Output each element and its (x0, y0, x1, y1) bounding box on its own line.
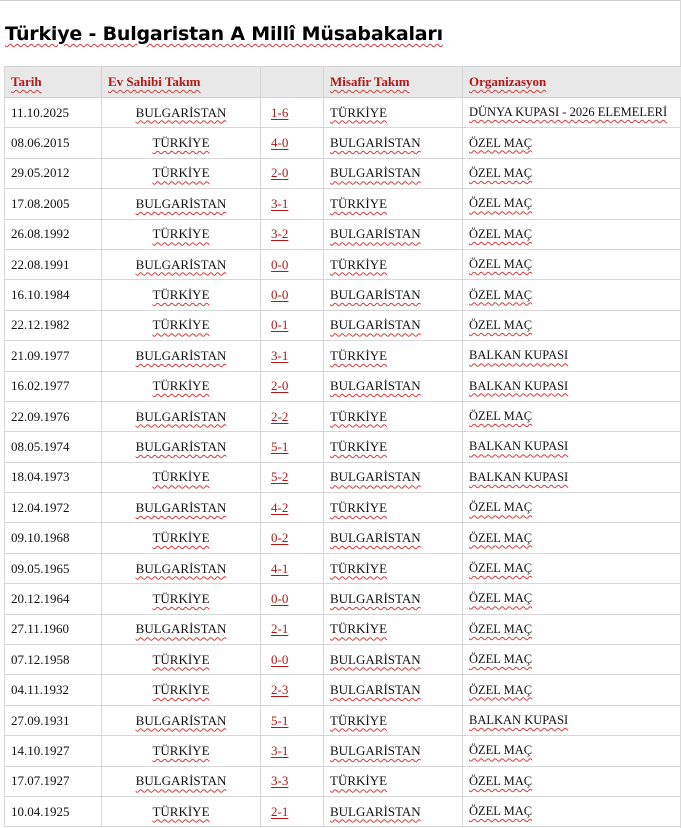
window-top-edge (0, 0, 681, 5)
cell-score-text[interactable]: 0-0 (271, 256, 289, 272)
cell-organization-text: ÖZEL MAÇ (469, 561, 533, 576)
cell-date-text: 17.08.2005 (11, 195, 70, 211)
cell-organization-text: ÖZEL MAÇ (469, 409, 533, 424)
cell-away-team (324, 341, 463, 371)
cell-organization-text: BALKAN KUPASI (469, 713, 569, 727)
cell-home-team-text: BULGARİSTAN (135, 195, 227, 211)
cell-score[interactable] (261, 584, 324, 614)
cell-date-text: 11.10.2025 (11, 104, 70, 120)
cell-away-team-text: TÜRKİYE (330, 773, 388, 789)
cell-organization (463, 675, 681, 705)
cell-date (5, 462, 102, 492)
cell-date (5, 523, 102, 553)
cell-organization-text: ÖZEL MAÇ (469, 682, 533, 697)
cell-organization (463, 98, 681, 128)
cell-date (5, 675, 102, 705)
page-title-text: Türkiye - Bulgaristan A Millî Müsabakaları (5, 23, 443, 45)
cell-away-team (324, 128, 463, 158)
cell-away-team-text: TÜRKİYE (330, 621, 388, 637)
cell-score[interactable] (261, 158, 324, 188)
table-row (5, 462, 681, 492)
cell-organization-text: ÖZEL MAÇ (469, 530, 533, 545)
cell-away-team-text: TÜRKİYE (330, 104, 388, 120)
cell-away-team (324, 98, 463, 128)
cell-organization (463, 462, 681, 492)
cell-away-team-text: TÜRKİYE (330, 347, 388, 363)
cell-organization-text: ÖZEL MAÇ (469, 317, 533, 332)
cell-date-text: 18.04.1973 (11, 469, 70, 485)
table-row (5, 401, 681, 431)
cell-away-team (324, 553, 463, 583)
cell-away-team-text: TÜRKİYE (330, 256, 388, 272)
cell-date (5, 401, 102, 431)
cell-score[interactable] (261, 675, 324, 705)
cell-home-team (102, 432, 261, 462)
table-row (5, 523, 681, 553)
cell-organization (463, 645, 681, 675)
table-row (5, 98, 681, 128)
cell-away-team-text: BULGARİSTAN (330, 165, 421, 181)
header-away-team[interactable] (324, 67, 463, 98)
cell-organization-text: BALKAN KUPASI (469, 439, 569, 454)
cell-score[interactable] (261, 645, 324, 675)
cell-organization (463, 371, 681, 401)
header-home-link[interactable]: Ev Sahibi Takım (108, 74, 201, 89)
cell-home-team (102, 219, 261, 249)
cell-date (5, 705, 102, 735)
header-organization[interactable] (463, 67, 681, 98)
table-row (5, 645, 681, 675)
cell-score[interactable] (261, 341, 324, 371)
cell-home-team-text: TÜRKİYE (152, 287, 210, 303)
cell-home-team-text: TÜRKİYE (152, 651, 210, 667)
cell-organization (463, 705, 681, 735)
cell-date-text: 21.09.1977 (11, 347, 70, 363)
cell-home-team (102, 98, 261, 128)
cell-home-team-text: TÜRKİYE (152, 165, 210, 181)
cell-organization (463, 766, 681, 796)
cell-score[interactable] (261, 462, 324, 492)
cell-home-team-text: BULGARİSTAN (135, 773, 227, 789)
cell-date (5, 249, 102, 279)
cell-organization (463, 249, 681, 279)
cell-home-team-text: TÜRKİYE (152, 530, 210, 546)
cell-date-text: 16.02.1977 (11, 378, 70, 394)
cell-score[interactable] (261, 310, 324, 340)
cell-score[interactable] (261, 249, 324, 279)
cell-score-text[interactable]: 0-2 (271, 530, 289, 546)
cell-organization-text: ÖZEL MAÇ (469, 165, 533, 180)
cell-score-text[interactable]: 3-1 (271, 347, 289, 363)
cell-score-text[interactable]: 0-1 (271, 317, 289, 333)
cell-date (5, 280, 102, 310)
cell-away-team (324, 645, 463, 675)
table-row (5, 736, 681, 766)
cell-away-team-text: BULGARİSTAN (330, 317, 421, 333)
cell-date-text: 26.08.1992 (11, 226, 70, 242)
cell-score[interactable] (261, 189, 324, 219)
cell-home-team (102, 401, 261, 431)
cell-date (5, 371, 102, 401)
table-row (5, 158, 681, 188)
cell-away-team (324, 219, 463, 249)
cell-organization (463, 614, 681, 644)
cell-home-team (102, 341, 261, 371)
cell-score[interactable] (261, 766, 324, 796)
cell-away-team-text: TÜRKİYE (330, 560, 388, 576)
cell-score[interactable] (261, 432, 324, 462)
page-title (5, 23, 443, 45)
cell-away-team (324, 401, 463, 431)
cell-away-team (324, 189, 463, 219)
table-row (5, 584, 681, 614)
cell-home-team-text: TÜRKİYE (152, 803, 210, 819)
cell-organization (463, 280, 681, 310)
cell-home-team-text: BULGARİSTAN (135, 347, 227, 363)
matches-table (4, 66, 681, 827)
cell-home-team (102, 675, 261, 705)
cell-away-team (324, 584, 463, 614)
cell-organization-text: ÖZEL MAÇ (469, 500, 533, 515)
cell-home-team-text: TÜRKİYE (152, 742, 210, 758)
cell-score-text[interactable]: 4-2 (271, 499, 289, 515)
cell-date-text: 27.11.1960 (11, 621, 70, 637)
cell-home-team (102, 705, 261, 735)
cell-date (5, 645, 102, 675)
cell-home-team-text: BULGARİSTAN (135, 104, 227, 120)
cell-date (5, 219, 102, 249)
cell-organization-text: ÖZEL MAÇ (469, 621, 533, 636)
cell-home-team (102, 280, 261, 310)
cell-organization (463, 553, 681, 583)
cell-score-text[interactable]: 5-1 (271, 712, 289, 728)
cell-organization-text: ÖZEL MAÇ (469, 196, 533, 211)
cell-date (5, 553, 102, 583)
cell-date (5, 128, 102, 158)
cell-date (5, 493, 102, 523)
cell-score[interactable] (261, 736, 324, 766)
cell-home-team-text: BULGARİSTAN (135, 438, 227, 454)
cell-date-text: 22.12.1982 (11, 317, 70, 333)
table-row (5, 249, 681, 279)
cell-away-team (324, 766, 463, 796)
cell-away-team-text: TÜRKİYE (330, 408, 388, 424)
table-row (5, 493, 681, 523)
table-row (5, 614, 681, 644)
cell-home-team-text: TÜRKİYE (152, 317, 210, 333)
cell-away-team (324, 280, 463, 310)
cell-score-text[interactable]: 2-0 (271, 378, 289, 394)
cell-date-text: 27.09.1931 (11, 712, 70, 728)
cell-away-team-text: TÜRKİYE (330, 438, 388, 454)
cell-away-team-text: BULGARİSTAN (330, 135, 421, 151)
cell-organization-text: BALKAN KUPASI (469, 378, 569, 393)
cell-home-team-text: BULGARİSTAN (135, 712, 227, 728)
header-home-team[interactable] (102, 67, 261, 98)
cell-score-text[interactable]: 0-0 (271, 590, 289, 606)
cell-home-team-text: TÜRKİYE (152, 469, 210, 485)
cell-home-team-text: TÜRKİYE (152, 590, 210, 606)
cell-organization-text: ÖZEL MAÇ (469, 804, 533, 819)
cell-score-text[interactable]: 2-1 (271, 621, 289, 637)
table-row (5, 796, 681, 826)
cell-date-text: 17.07.1927 (11, 773, 70, 789)
cell-date-text: 08.06.2015 (11, 135, 70, 151)
header-org-link[interactable]: Organizasyon (469, 74, 547, 89)
cell-score-text[interactable]: 2-3 (271, 682, 289, 698)
cell-score-text[interactable]: 0-0 (271, 651, 289, 667)
cell-date (5, 310, 102, 340)
cell-away-team (324, 705, 463, 735)
cell-score-text[interactable]: 5-2 (271, 469, 289, 485)
cell-organization (463, 493, 681, 523)
cell-home-team (102, 645, 261, 675)
cell-organization (463, 189, 681, 219)
table-row (5, 280, 681, 310)
cell-home-team-text: BULGARİSTAN (135, 560, 227, 576)
cell-organization (463, 158, 681, 188)
table-row (5, 553, 681, 583)
cell-score[interactable] (261, 705, 324, 735)
cell-date (5, 189, 102, 219)
cell-score-text[interactable]: 0-0 (271, 287, 289, 303)
cell-date-text: 22.09.1976 (11, 408, 70, 424)
cell-organization (463, 736, 681, 766)
cell-date-text: 29.05.2012 (11, 165, 70, 181)
cell-date (5, 796, 102, 826)
table-row (5, 766, 681, 796)
cell-away-team-text: BULGARİSTAN (330, 469, 421, 485)
cell-score-text[interactable]: 2-0 (271, 165, 289, 181)
cell-score-text[interactable]: 4-0 (271, 135, 289, 151)
cell-away-team (324, 675, 463, 705)
cell-home-team (102, 249, 261, 279)
cell-score[interactable] (261, 128, 324, 158)
cell-score[interactable] (261, 553, 324, 583)
cell-home-team (102, 493, 261, 523)
table-row (5, 219, 681, 249)
cell-date (5, 98, 102, 128)
cell-organization (463, 432, 681, 462)
cell-date-text: 08.05.1974 (11, 438, 70, 454)
cell-home-team (102, 584, 261, 614)
cell-score[interactable] (261, 371, 324, 401)
cell-home-team-text: TÜRKİYE (152, 378, 210, 394)
cell-organization-text: ÖZEL MAÇ (469, 226, 533, 241)
cell-away-team (324, 158, 463, 188)
cell-score[interactable] (261, 219, 324, 249)
header-away-link[interactable]: Misafir Takım (330, 74, 410, 89)
cell-date (5, 614, 102, 644)
cell-score[interactable] (261, 401, 324, 431)
cell-home-team-text: TÜRKİYE (152, 682, 210, 698)
cell-date-text: 09.05.1965 (11, 560, 70, 576)
cell-score[interactable] (261, 493, 324, 523)
cell-away-team-text: BULGARİSTAN (330, 682, 421, 698)
cell-home-team (102, 371, 261, 401)
cell-organization (463, 219, 681, 249)
cell-away-team (324, 371, 463, 401)
cell-home-team (102, 128, 261, 158)
header-date[interactable] (5, 67, 102, 98)
cell-score[interactable] (261, 280, 324, 310)
cell-organization-text: ÖZEL MAÇ (469, 773, 533, 788)
cell-score-text[interactable]: 2-1 (271, 803, 289, 819)
cell-score-text[interactable]: 2-2 (271, 408, 289, 424)
cell-date (5, 766, 102, 796)
cell-date-text: 20.12.1964 (11, 590, 70, 606)
cell-home-team (102, 310, 261, 340)
cell-date-text: 04.11.1932 (11, 682, 70, 698)
cell-organization (463, 310, 681, 340)
cell-away-team-text: BULGARİSTAN (330, 530, 421, 546)
cell-home-team (102, 189, 261, 219)
cell-score[interactable] (261, 523, 324, 553)
cell-organization (463, 796, 681, 826)
cell-away-team (324, 432, 463, 462)
header-score (261, 67, 324, 98)
cell-score-text[interactable]: 1-6 (271, 104, 289, 120)
cell-organization-text: ÖZEL MAÇ (469, 287, 533, 302)
cell-date-text: 14.10.1927 (11, 742, 70, 758)
cell-home-team-text: TÜRKİYE (152, 226, 210, 242)
table-header-row (5, 67, 681, 98)
cell-organization (463, 584, 681, 614)
cell-away-team (324, 523, 463, 553)
cell-away-team (324, 249, 463, 279)
cell-organization (463, 128, 681, 158)
cell-organization (463, 523, 681, 553)
cell-date-text: 22.08.1991 (11, 256, 70, 272)
cell-score[interactable] (261, 98, 324, 128)
table-row (5, 128, 681, 158)
cell-home-team (102, 462, 261, 492)
cell-away-team-text: BULGARİSTAN (330, 378, 421, 394)
cell-score[interactable] (261, 796, 324, 826)
cell-home-team (102, 614, 261, 644)
cell-date-text: 12.04.1972 (11, 499, 70, 515)
cell-home-team-text: BULGARİSTAN (135, 499, 227, 515)
cell-home-team-text: TÜRKİYE (152, 135, 210, 151)
cell-date (5, 341, 102, 371)
cell-away-team-text: TÜRKİYE (330, 712, 388, 728)
cell-score-text[interactable]: 3-1 (271, 742, 289, 758)
cell-away-team-text: TÜRKİYE (330, 195, 388, 211)
cell-away-team (324, 796, 463, 826)
cell-score-text[interactable]: 3-2 (271, 226, 289, 242)
table-row (5, 675, 681, 705)
table-row (5, 310, 681, 340)
cell-organization-text: DÜNYA KUPASI - 2026 ELEMELERİ (469, 105, 668, 120)
cell-home-team (102, 766, 261, 796)
cell-date (5, 736, 102, 766)
table-row (5, 705, 681, 735)
cell-organization-text: ÖZEL MAÇ (469, 135, 533, 150)
table-row (5, 371, 681, 401)
cell-organization (463, 401, 681, 431)
cell-away-team (324, 493, 463, 523)
cell-away-team-text: BULGARİSTAN (330, 287, 421, 303)
cell-away-team-text: BULGARİSTAN (330, 651, 421, 667)
cell-home-team (102, 158, 261, 188)
cell-home-team-text: BULGARİSTAN (135, 408, 227, 424)
cell-score-text[interactable]: 3-3 (271, 773, 289, 789)
cell-home-team-text: BULGARİSTAN (135, 256, 227, 272)
cell-date-text: 07.12.1958 (11, 651, 70, 667)
cell-away-team-text: TÜRKİYE (330, 499, 388, 515)
cell-away-team-text: BULGARİSTAN (330, 226, 421, 242)
header-date-link[interactable]: Tarih (11, 74, 42, 89)
cell-score-text[interactable]: 4-1 (271, 560, 289, 576)
cell-organization (463, 341, 681, 371)
table-row (5, 341, 681, 371)
cell-date (5, 158, 102, 188)
table-row (5, 432, 681, 462)
cell-score[interactable] (261, 614, 324, 644)
cell-away-team (324, 310, 463, 340)
cell-date (5, 432, 102, 462)
cell-away-team (324, 736, 463, 766)
cell-date (5, 584, 102, 614)
cell-date-text: 16.10.1984 (11, 287, 70, 303)
cell-away-team (324, 462, 463, 492)
cell-away-team (324, 614, 463, 644)
cell-home-team (102, 796, 261, 826)
cell-home-team-text: BULGARİSTAN (135, 621, 227, 637)
cell-home-team (102, 553, 261, 583)
cell-score-text[interactable]: 3-1 (271, 195, 289, 211)
cell-home-team (102, 523, 261, 553)
cell-organization-text: ÖZEL MAÇ (469, 257, 533, 272)
cell-home-team (102, 736, 261, 766)
cell-score-text[interactable]: 5-1 (271, 438, 289, 454)
cell-organization-text: ÖZEL MAÇ (469, 591, 533, 606)
cell-organization-text: ÖZEL MAÇ (469, 652, 533, 667)
cell-date-text: 10.04.1925 (11, 803, 70, 819)
cell-organization-text: BALKAN KUPASI (469, 348, 569, 363)
cell-organization-text: BALKAN KUPASI (469, 469, 569, 484)
table-row (5, 189, 681, 219)
cell-away-team-text: BULGARİSTAN (330, 803, 421, 819)
cell-organization-text: ÖZEL MAÇ (469, 743, 533, 758)
cell-date-text: 09.10.1968 (11, 530, 70, 546)
cell-away-team-text: BULGARİSTAN (330, 742, 421, 758)
cell-away-team-text: BULGARİSTAN (330, 590, 421, 606)
